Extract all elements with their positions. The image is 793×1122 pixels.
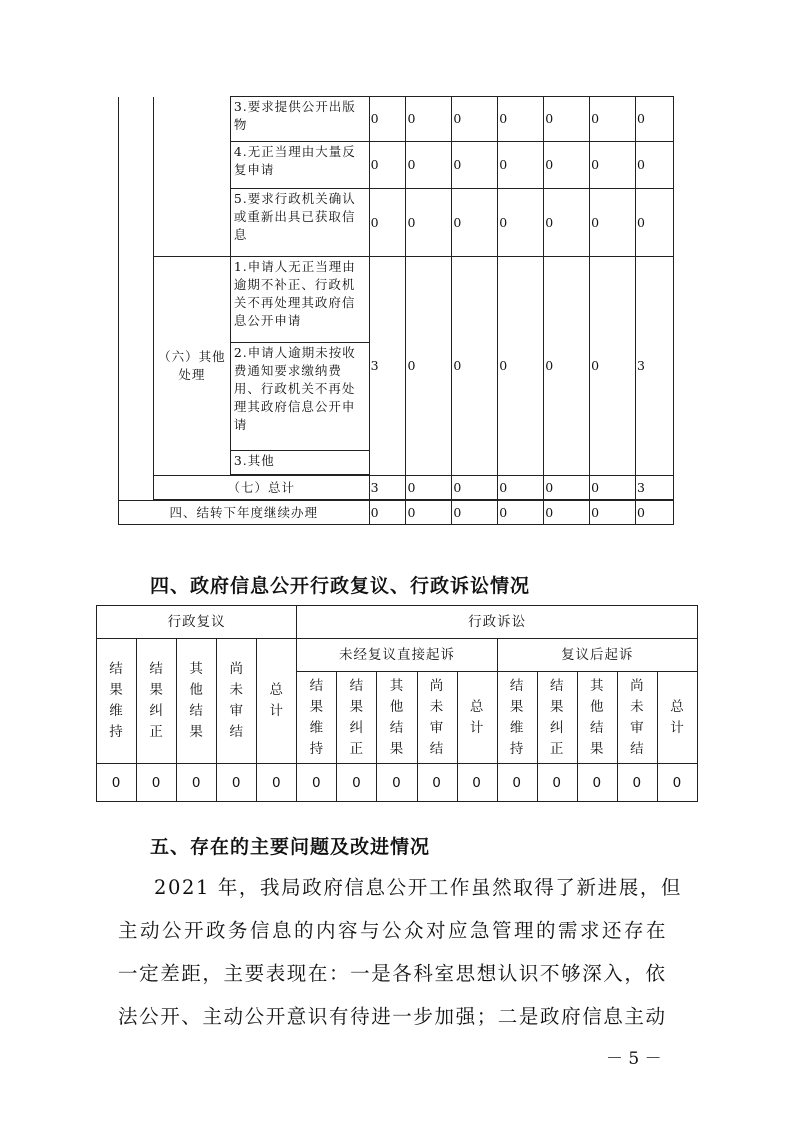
value-cell: 0: [636, 142, 674, 189]
col-header: 总计: [257, 639, 297, 764]
group-cell: [153, 97, 230, 257]
value-cell: 0: [498, 476, 544, 500]
col-header: 结果纠正: [537, 672, 577, 764]
value-cell: 0: [498, 97, 544, 142]
col-header: 结果维持: [97, 639, 137, 764]
outer-column-cell: [119, 97, 154, 501]
row-label: 1.申请人无正当理由逾期不补正、行政机关不再处理其政府信息公开申请: [230, 257, 369, 343]
application-stats-table: [118, 96, 674, 525]
col-header: 总计: [657, 672, 697, 764]
value-cell: 0: [590, 257, 636, 476]
col-header: 其他结果: [577, 672, 617, 764]
value-cell: 0: [537, 764, 577, 802]
total-label: （七）总计: [153, 476, 369, 500]
admin-review-header: 行政复议: [97, 606, 297, 639]
value-cell: 0: [498, 257, 544, 476]
value-cell: 0: [97, 764, 137, 802]
value-cell: 0: [544, 501, 590, 525]
value-cell: 0: [590, 142, 636, 189]
table-row: [97, 606, 698, 639]
value-cell: 0: [497, 764, 537, 802]
value-cell: 0: [297, 764, 337, 802]
value-cell: 0: [590, 97, 636, 142]
table-row: [97, 639, 698, 672]
body-line: 法公开、主动公开意识有待进一步加强；二是政府信息主动: [118, 1005, 667, 1028]
value-cell: 0: [498, 501, 544, 525]
col-header: 尚未审结: [217, 639, 257, 764]
value-cell: 0: [636, 97, 674, 142]
row-label: 4.无正当理由大量反复申请: [230, 142, 369, 189]
col-header: 结果纠正: [337, 672, 377, 764]
value-cell: 0: [544, 189, 590, 257]
value-cell: 0: [544, 476, 590, 500]
value-cell: 0: [406, 501, 452, 525]
table-row: [119, 257, 674, 343]
value-cell: 0: [617, 764, 657, 802]
value-cell: 0: [177, 764, 217, 802]
col-header: 其他结果: [177, 639, 217, 764]
value-cell: 0: [452, 501, 498, 525]
col-header: 结果纠正: [137, 639, 177, 764]
table-row: [119, 97, 674, 142]
col-header: 结果维持: [497, 672, 537, 764]
section-5-title: 五、存在的主要问题及改进情况: [150, 836, 431, 858]
value-cell: 0: [577, 764, 617, 802]
row-label: 3.其他: [230, 451, 369, 475]
value-cell: 0: [544, 257, 590, 476]
value-cell: 0: [369, 97, 406, 142]
value-cell: 0: [406, 97, 452, 142]
value-cell: 0: [217, 764, 257, 802]
value-cell: 0: [544, 97, 590, 142]
direct-suit-header: 未经复议直接起诉: [297, 639, 497, 672]
other-handling-label: （六）其他处理: [153, 257, 230, 476]
review-litigation-table: [96, 605, 698, 802]
value-cell: 0: [377, 764, 417, 802]
value-cell: 0: [337, 764, 377, 802]
value-cell: 0: [406, 142, 452, 189]
value-cell: 0: [498, 142, 544, 189]
value-cell: 0: [452, 476, 498, 500]
body-line: 主动公开政务信息的内容与公众对应急管理的需求还存在: [118, 919, 669, 942]
value-cell: 0: [406, 476, 452, 500]
table-row: [119, 476, 674, 500]
value-cell: 3: [636, 257, 674, 476]
row-label: 3.要求提供公开出版物: [230, 97, 369, 142]
value-cell: 0: [452, 257, 498, 476]
value-cell: 0: [137, 764, 177, 802]
value-cell: 0: [406, 257, 452, 476]
value-cell: 0: [417, 764, 457, 802]
value-cell: 3: [636, 476, 674, 500]
value-cell: 0: [544, 142, 590, 189]
table-row: [97, 764, 698, 802]
section-4-title: 四、政府信息公开行政复议、行政诉讼情况: [150, 575, 531, 597]
value-cell: 0: [452, 189, 498, 257]
value-cell: 0: [452, 142, 498, 189]
value-cell: 0: [369, 501, 406, 525]
col-header: 总计: [457, 672, 497, 764]
body-line: 2021 年，我局政府信息公开工作虽然取得了新进展，但: [154, 876, 683, 899]
value-cell: 0: [636, 501, 674, 525]
value-cell: 0: [369, 142, 406, 189]
value-cell: 0: [590, 501, 636, 525]
value-cell: 0: [636, 189, 674, 257]
value-cell: 0: [369, 189, 406, 257]
value-cell: 0: [457, 764, 497, 802]
value-cell: 0: [257, 764, 297, 802]
row-label: 2.申请人逾期未按收费通知要求缴纳费用、行政机关不再处理其政府信息公开申请: [230, 343, 369, 451]
value-cell: 0: [406, 189, 452, 257]
col-header: 尚未审结: [417, 672, 457, 764]
admin-litigation-header: 行政诉讼: [297, 606, 698, 639]
value-cell: 0: [657, 764, 697, 802]
row-label: 5.要求行政机关确认或重新出具已获取信息: [230, 189, 369, 257]
carry-over-label: 四、结转下年度继续办理: [119, 501, 370, 525]
value-cell: 0: [498, 189, 544, 257]
value-cell: 0: [590, 189, 636, 257]
value-cell: 3: [369, 476, 406, 500]
col-header: 尚未审结: [617, 672, 657, 764]
value-cell: 3: [369, 257, 406, 476]
value-cell: 0: [590, 476, 636, 500]
value-cell: 0: [452, 97, 498, 142]
after-review-header: 复议后起诉: [497, 639, 697, 672]
page-number: － 5 －: [606, 1049, 662, 1069]
body-line: 一定差距，主要表现在：一是各科室思想认识不够深入，依: [118, 962, 667, 985]
table-row: [119, 501, 674, 525]
col-header: 其他结果: [377, 672, 417, 764]
col-header: 结果维持: [297, 672, 337, 764]
